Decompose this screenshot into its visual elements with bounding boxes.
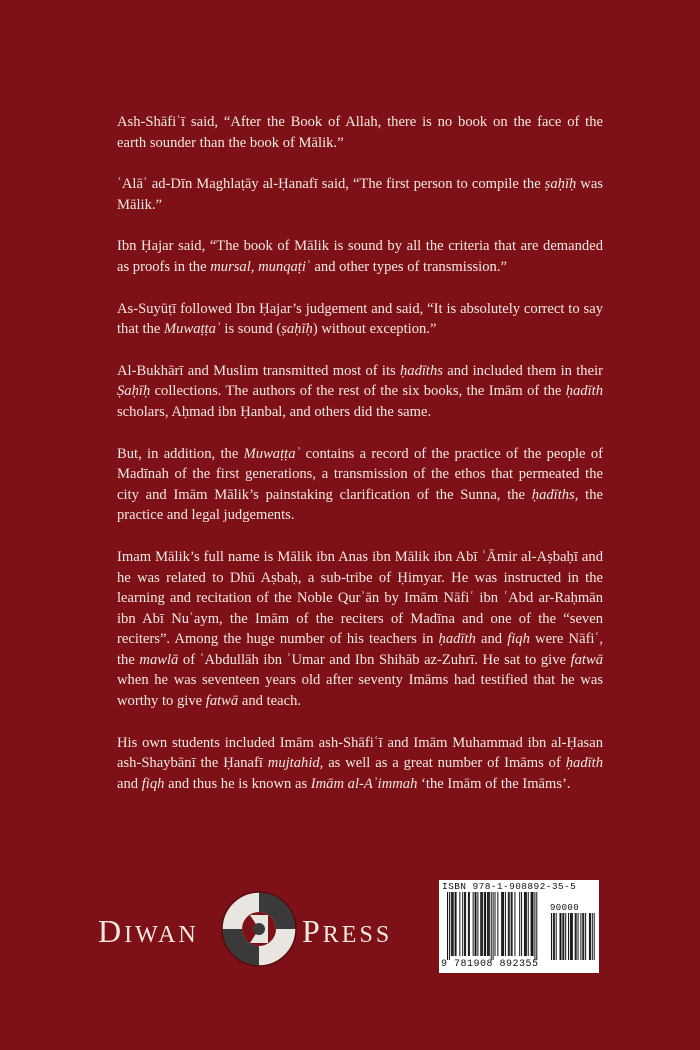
barcode-bar — [503, 892, 504, 956]
barcode-bar — [533, 892, 534, 956]
back-cover-text — [117, 112, 603, 815]
barcode-bar — [534, 892, 535, 960]
barcode-bar — [447, 892, 448, 960]
barcode-bar — [459, 892, 460, 956]
addon-bar — [560, 913, 561, 960]
barcode-bar — [524, 892, 525, 956]
barcode-bar — [501, 892, 502, 956]
addon-bar — [594, 913, 595, 960]
barcode-bar — [452, 892, 453, 956]
barcode-bar — [476, 892, 477, 956]
isbn-barcode — [439, 880, 599, 973]
barcode-bar — [469, 892, 470, 956]
addon-bar — [592, 913, 593, 960]
barcode-bar — [465, 892, 466, 956]
paragraph-1: Ash-Shāfiʿī said, “After the Book of Allah, there is no book on the face of the earth sounder than the book of Mālik.” — [117, 114, 603, 151]
addon-bar — [562, 913, 563, 960]
publisher-logo — [98, 890, 418, 970]
barcode-bar — [525, 892, 526, 956]
barcode-bar — [521, 892, 522, 956]
barcode-bar — [481, 892, 482, 956]
barcode-bar — [497, 892, 498, 956]
paragraph-7: Imam Mālik’s full name is Mālik ibn Anas ibn Mālik ibn Abī ʿĀmir al-Aṣbaḥī and he was related to Dhū Aṣbaḥ, a sub-tribe of Ḥimyar. He was instructed in the learning and recitation of the Noble Qurʾān by Imām Nāfiʿ ibn ʿAbd ar-Raḥmān ibn Abī Nuʿaym, the Imām of the reciters of Madīna and one of the “seven reciters”. Among the huge number of his teachers in ḥadīth and fiqh were Nāfiʿ, the mawlā of ʿAbdullāh ibn ʿUmar and Ibn Shihāb az-Zuhrī. He sat to give fatwā when he was seventeen years old after seventy Imāms had testified that he was worthy to give fatwā and teach. — [117, 548, 603, 710]
ean-digits: 9 781908 892355 — [441, 959, 539, 970]
barcode-bar — [493, 892, 494, 960]
price-code: 90000 — [550, 903, 580, 913]
addon-bar — [565, 913, 566, 960]
addon-bar — [571, 913, 572, 960]
paragraph-2: ʿAlāʾ ad-Dīn Maghlaṭāy al-Ḥanafī said, “The first person to compile the ṣaḥīḥ was Mālik.” — [117, 176, 603, 213]
barcode-bar — [514, 892, 515, 956]
addon-bar — [585, 913, 586, 960]
barcode-bar — [480, 892, 481, 956]
barcode-bar — [532, 892, 533, 956]
addon-bar — [578, 913, 579, 960]
isbn-label: ISBN 978-1-908892-35-5 — [442, 881, 577, 892]
barcode-bar — [495, 892, 496, 956]
diwan-press-emblem-icon — [220, 890, 298, 968]
barcode-bar — [455, 892, 456, 956]
addon-bar — [572, 913, 573, 960]
barcode-bar — [487, 892, 488, 956]
logo-word-press: PRESS — [302, 913, 393, 949]
barcode-bar — [531, 892, 532, 956]
addon-bar — [580, 913, 581, 960]
barcode-bar — [505, 892, 506, 956]
barcode-bar — [502, 892, 503, 956]
paragraph-3: Ibn Ḥajar said, “The book of Mālik is sound by all the criteria that are demanded as proofs in the mursal, munqaṭiʿ and other types of transmission.” — [117, 238, 603, 275]
barcode-bar — [482, 892, 483, 956]
barcode-bar — [456, 892, 457, 956]
barcode-bar — [475, 892, 476, 956]
addon-bar — [590, 913, 591, 960]
paragraph-4: As-Suyūṭī followed Ibn Ḥajar’s judgement and said, “It is absolutely correct to say that the Muwaṭṭaʾ is sound (ṣaḥīḥ) without exception.” — [117, 300, 603, 338]
addon-bar — [582, 913, 583, 960]
barcode-bar — [449, 892, 450, 960]
addon-bar — [570, 913, 571, 960]
barcode-bar — [462, 892, 463, 956]
barcode-bar — [508, 892, 509, 956]
addon-bar — [575, 913, 576, 960]
addon-bar — [589, 913, 590, 960]
barcode-bar — [489, 892, 490, 956]
barcode-bar — [519, 892, 520, 956]
barcode-bar — [528, 892, 529, 956]
barcode-bar — [473, 892, 474, 956]
addon-bar — [554, 913, 555, 960]
paragraph-5: Al-Bukhārī and Muslim transmitted most of its ḥadīths and included them in their Ṣaḥīḥ collections. The authors of the rest of the six books, the Imām of the ḥadīth scholars, Aḥmad ibn Ḥanbal, and others did the same. — [117, 362, 603, 420]
barcode-bar — [451, 892, 452, 956]
barcode-bar — [477, 892, 478, 956]
addon-bar — [553, 913, 554, 960]
barcode-bar — [511, 892, 512, 956]
addon-bar — [560, 913, 561, 960]
barcode-bar — [468, 892, 469, 956]
barcode-bar — [491, 892, 492, 960]
barcode-bar — [453, 892, 454, 956]
barcode-bar — [464, 892, 465, 956]
barcode-bar — [526, 892, 527, 956]
addon-bar — [568, 913, 569, 960]
addon-bar — [576, 913, 577, 960]
paragraph-8: His own students included Imām ash-Shāfiʿī and Imām Muhammad ibn al-Ḥasan ash-Shaybānī the Ḥanafī mujtahid, as well as a great number of Imāms of ḥadīth and fiqh and thus he is known as Imām al-Aʾimmah ‘the Imām of the Imāms’. — [117, 734, 604, 792]
barcode-bar — [509, 892, 510, 956]
addon-bar — [563, 913, 564, 960]
logo-word-diwan: DIWAN — [98, 913, 199, 949]
addon-bar — [551, 913, 552, 960]
addon-bar — [583, 913, 584, 960]
addon-bar — [556, 913, 557, 960]
barcode-bar — [485, 892, 486, 956]
paragraph-6: But, in addition, the Muwaṭṭaʾ contains a record of the practice of the people of Madīnah of the first generations, a transmission of the ethos that permeated the city and Imām Mālik’s painstaking clarification of the Sunna, the ḥadīths, the practice and legal judgements. — [117, 445, 603, 524]
barcode-bar — [484, 892, 485, 956]
barcode-bar — [488, 892, 489, 956]
barcode-bar — [536, 892, 537, 960]
barcode-bar — [512, 892, 513, 956]
